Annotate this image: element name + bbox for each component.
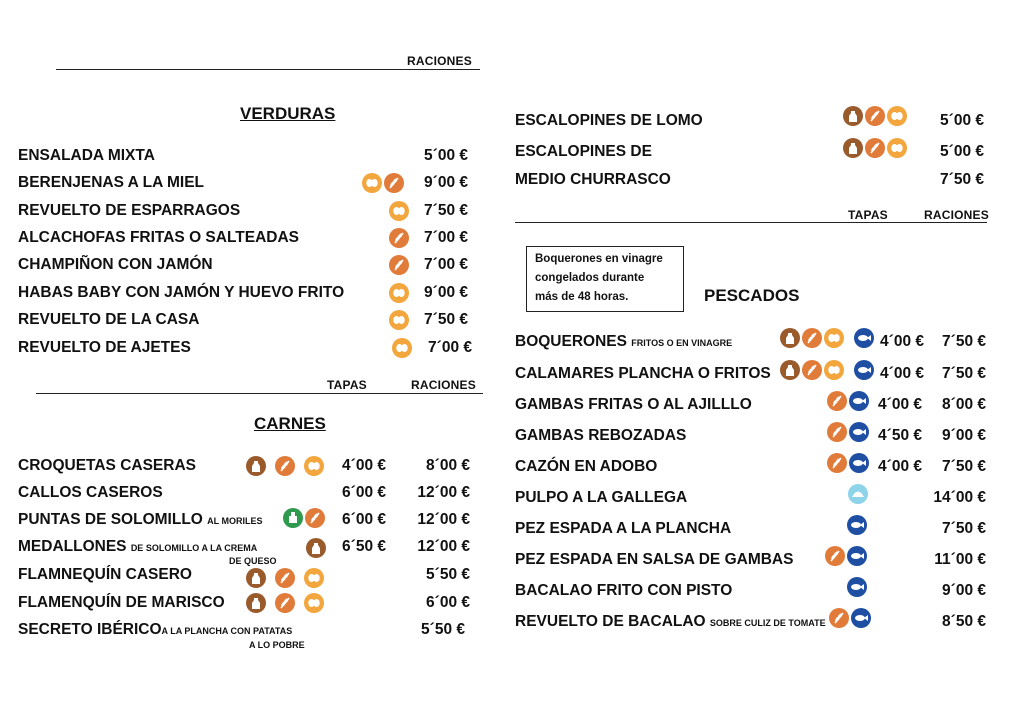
note-line: Boquerones en vinagre [535, 253, 663, 265]
wheat-icon [275, 593, 295, 613]
menu-item-name: ESCALOPINES DE LOMO [515, 112, 703, 129]
allergen-icons [843, 138, 907, 158]
allergen-icons [827, 391, 869, 411]
milk-icon [843, 106, 863, 126]
egg-icon [824, 328, 844, 348]
menu-item-name: ESCALOPINES DE [515, 143, 652, 160]
racion-price: 6´00 € [426, 594, 470, 611]
menu-item-price: 9´00 € [424, 174, 468, 191]
tapa-price: 4´00 € [878, 396, 922, 413]
racion-price: 7´50 € [942, 333, 986, 350]
menu-item-sub: DE QUESO [229, 556, 277, 566]
wheat-icon [275, 456, 295, 476]
menu-item-name: REVUELTO DE ESPARRAGOS [18, 202, 241, 219]
menu-item-name [18, 538, 257, 556]
menu-item-sub: FRITOS O EN VINAGRE [631, 338, 733, 348]
racion-price: 14´00 € [933, 489, 986, 506]
menu-item-name [515, 613, 826, 631]
tapa-price: 4´00 € [342, 457, 386, 474]
tapas-header: TAPAS [848, 208, 888, 222]
racion-price: 8´50 € [942, 613, 986, 630]
tapas-header: TAPAS [327, 378, 367, 392]
menu-item-label: MEDALLONES [18, 538, 127, 555]
egg-icon [362, 173, 382, 193]
fish-icon [847, 515, 867, 535]
allergen-icons [246, 593, 324, 613]
racion-price: 8´00 € [942, 396, 986, 413]
milk-icon [780, 328, 800, 348]
racion-price: 8´00 € [426, 457, 470, 474]
racion-price: 7´50 € [942, 520, 986, 537]
menu-item-name: PEZ ESPADA A LA PLANCHA [515, 520, 732, 537]
egg-icon [304, 568, 324, 588]
menu-item-price: 7´50 € [940, 171, 984, 188]
tapa-price: 6´00 € [342, 511, 386, 528]
allergen-icons [825, 546, 867, 566]
fish-icon [847, 546, 867, 566]
racion-price: 11´00 € [934, 551, 986, 568]
menu-item-name [515, 333, 732, 351]
divider [36, 393, 483, 394]
menu-item-price: 7´00 € [424, 256, 468, 273]
allergen-icons [780, 328, 874, 348]
menu-item-name: HABAS BABY CON JAMÓN Y HUEVO FRITO [18, 284, 345, 301]
raciones-header: RACIONES [924, 208, 989, 222]
section-title-verduras: VERDURAS [240, 104, 336, 123]
menu-item-label: REVUELTO DE BACALAO [515, 613, 706, 630]
menu-item-name: GAMBAS REBOZADAS [515, 427, 687, 444]
wheat-icon [827, 453, 847, 473]
menu-item-label: BOQUERONES [515, 333, 627, 350]
tapa-price: 4´50 € [878, 427, 922, 444]
wheat-icon [825, 546, 845, 566]
menu-item-name: ALCACHOFAS FRITAS O SALTEADAS [18, 229, 300, 246]
allergen-icons [780, 360, 874, 380]
racion-price: 5´50 € [426, 566, 470, 583]
menu-item-name: PEZ ESPADA EN SALSA DE GAMBAS [515, 551, 794, 568]
menu-item-name: REVUELTO DE LA CASA [18, 311, 200, 328]
wheat-icon [275, 568, 295, 588]
allergen-icons [827, 422, 869, 442]
menu-item-name: REVUELTO DE AJETES [18, 339, 191, 356]
wheat-icon [827, 422, 847, 442]
tapa-price: 4´00 € [878, 458, 922, 475]
menu-item-name: MEDIO CHURRASCO [515, 171, 671, 188]
note-line: más de 48 horas. [535, 291, 629, 303]
racion-price: 12´00 € [417, 484, 470, 501]
milk-icon [246, 456, 266, 476]
allergen-icons [246, 568, 324, 588]
menu-item-name: BACALAO FRITO CON PISTO [515, 582, 733, 599]
wheat-icon [865, 138, 885, 158]
section-title-carnes: CARNES [254, 414, 326, 433]
menu-item-price: 7´50 € [424, 202, 468, 219]
menu-item-name [18, 511, 263, 529]
menu-item-name: CALAMARES PLANCHA O FRITOS [515, 365, 771, 382]
racion-price: 9´00 € [942, 427, 986, 444]
tapa-price: 6´50 € [342, 538, 386, 555]
sulphites-icon [283, 508, 303, 528]
milk-icon [843, 138, 863, 158]
racion-price: 12´00 € [417, 511, 470, 528]
menu-item-sub: A LO POBRE [249, 640, 305, 650]
milk-icon [246, 593, 266, 613]
raciones-header: RACIONES [411, 378, 476, 392]
menu-item-sub: AL MORILES [207, 516, 263, 526]
wheat-icon [865, 106, 885, 126]
menu-item-price: 5´00 € [940, 143, 984, 160]
allergen-icons [843, 106, 907, 126]
menu-item-name: FLAMNEQUÍN CASERO [18, 566, 192, 583]
shellfish-icon [848, 484, 868, 504]
fish-icon [851, 608, 871, 628]
milk-icon [246, 568, 266, 588]
tapa-price: 4´00 € [880, 333, 924, 350]
menu-item-name: FLAMENQUÍN DE MARISCO [18, 594, 225, 611]
menu-item-price: 5´00 € [940, 112, 984, 129]
racion-price: 7´50 € [942, 458, 986, 475]
divider [56, 69, 480, 70]
menu-item-name: CALLOS CASEROS [18, 484, 163, 501]
allergen-icons [848, 484, 868, 504]
allergen-icons [829, 608, 871, 628]
menu-item-label: PUNTAS DE SOLOMILLO [18, 511, 203, 528]
divider [515, 222, 987, 223]
menu-item-name: CROQUETAS CASERAS [18, 457, 196, 474]
wheat-icon [802, 360, 822, 380]
allergen-icons [827, 453, 869, 473]
raciones-header-top: RACIONES [407, 54, 472, 68]
menu-item-price: 9´00 € [424, 284, 468, 301]
menu-item-price: 7´00 € [428, 339, 472, 356]
menu-item-price: 7´50 € [424, 311, 468, 328]
menu-item-label: SECRETO IBÉRICO [18, 621, 162, 638]
menu-item-name [18, 621, 292, 639]
racion-price: 7´50 € [942, 365, 986, 382]
menu-item-name: CAZÓN EN ADOBO [515, 458, 658, 475]
menu-item-name: BERENJENAS A LA MIEL [18, 174, 205, 191]
section-title-pescados: PESCADOS [704, 286, 800, 305]
racion-price: 5´50 € [421, 621, 465, 638]
menu-item-name: PULPO A LA GALLEGA [515, 489, 688, 506]
fish-icon [847, 577, 867, 597]
menu-item-price: 7´00 € [424, 229, 468, 246]
menu-item-sub: DE SOLOMILLO A LA CREMA [130, 543, 258, 553]
wheat-icon [829, 608, 849, 628]
menu-item-price: 5´00 € [424, 147, 468, 164]
egg-icon [824, 360, 844, 380]
tapa-price: 6´00 € [342, 484, 386, 501]
egg-icon [304, 593, 324, 613]
allergen-icons [246, 456, 324, 476]
racion-price: 12´00 € [417, 538, 470, 555]
menu-item-name: ENSALADA MIXTA [18, 147, 155, 164]
milk-icon [780, 360, 800, 380]
menu-item-name: CHAMPIÑON CON JAMÓN [18, 256, 213, 273]
note-box [526, 246, 684, 312]
note-line: congelados durante [535, 272, 645, 284]
wheat-icon [827, 391, 847, 411]
menu-item-name: GAMBAS FRITAS O AL AJILLLO [515, 396, 752, 413]
menu-item-sub: A LA PLANCHA CON PATATAS [161, 626, 293, 636]
allergen-icons [847, 577, 867, 597]
menu-item-sub: SOBRE CULIZ DE TOMATE [709, 618, 826, 628]
racion-price: 9´00 € [942, 582, 986, 599]
wheat-icon [802, 328, 822, 348]
allergen-icons [847, 515, 867, 535]
tapa-price: 4´00 € [880, 365, 924, 382]
